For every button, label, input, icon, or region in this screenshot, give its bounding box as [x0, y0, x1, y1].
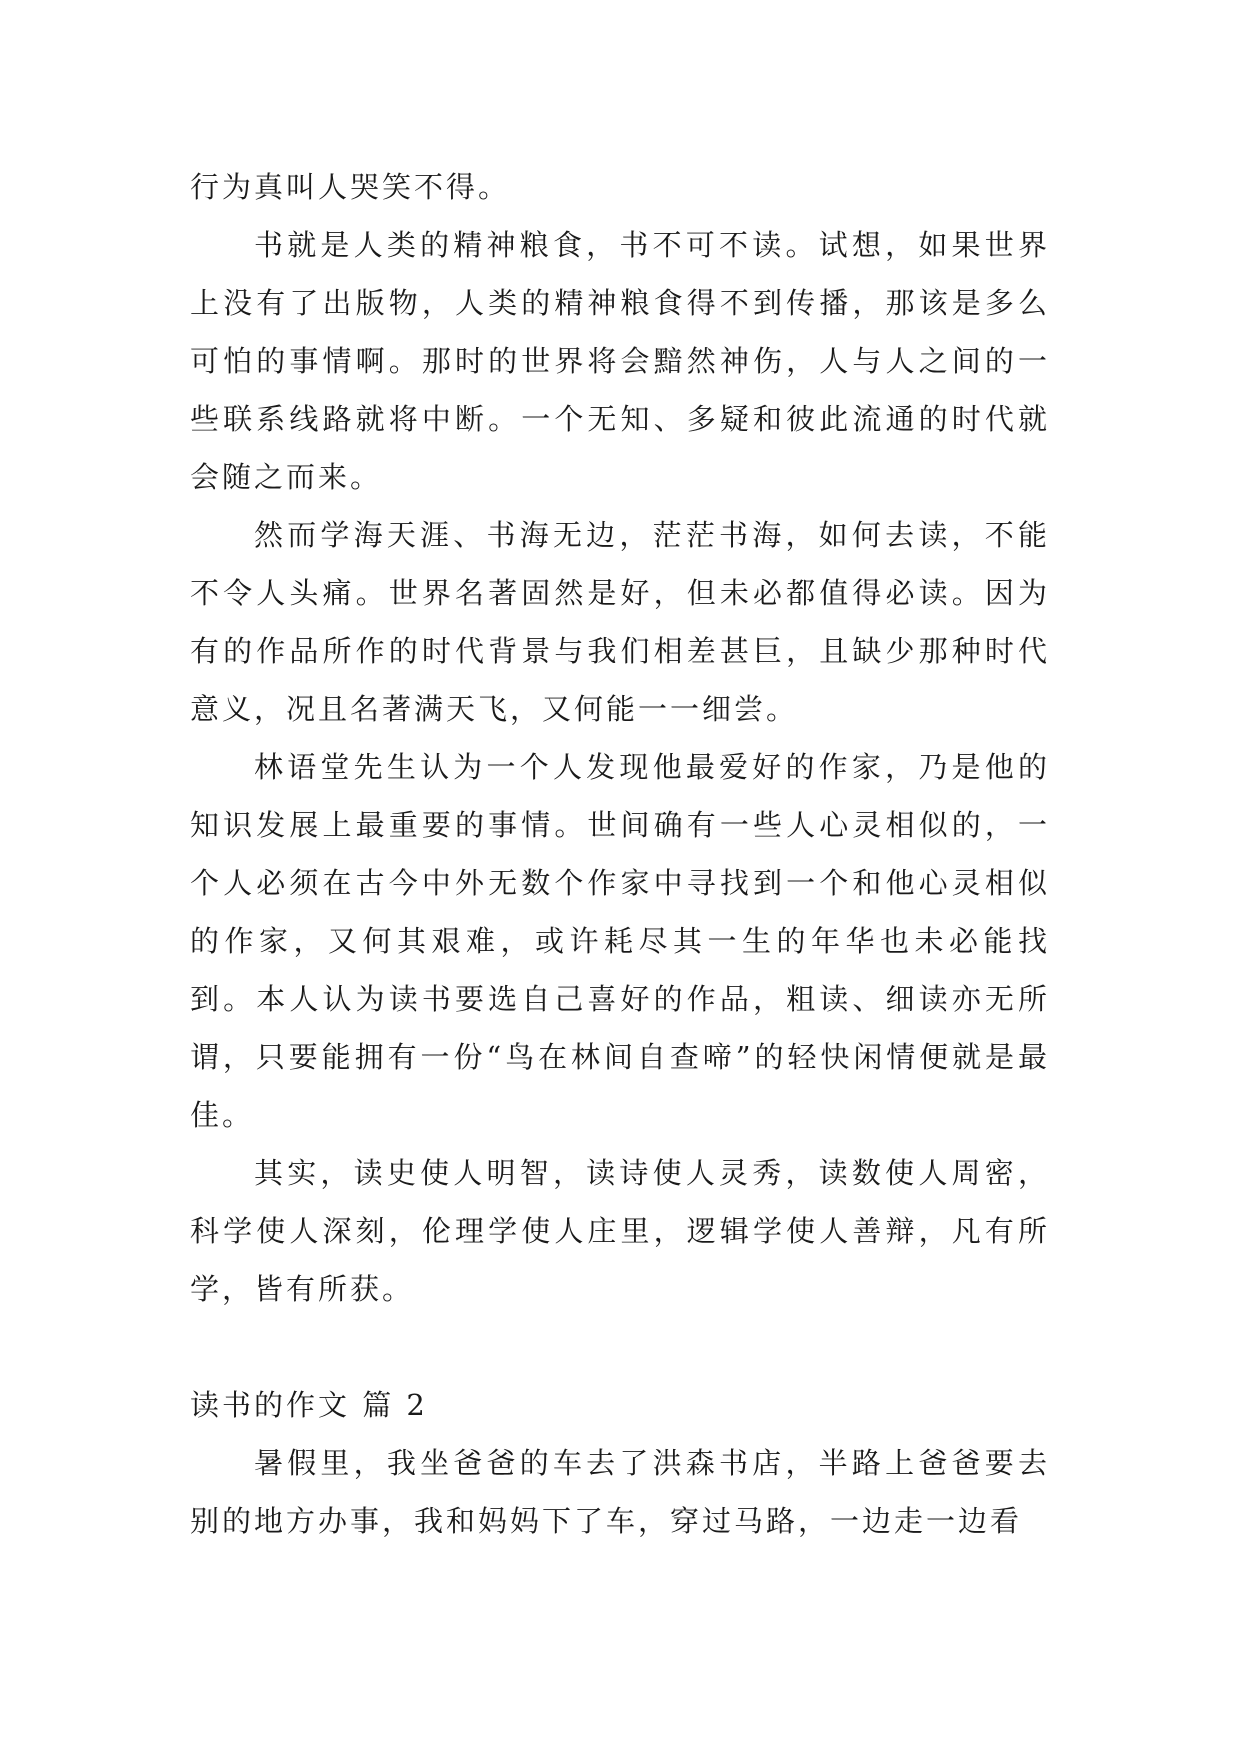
- section-title: 读书的作文 篇 2: [190, 1388, 428, 1422]
- paragraph-sea-of-books: 然而学海天涯、书海无边，茫茫书海，如何去读，不能不令人头痛。世界名著固然是好，但未必都值得必读。因为有的作品所作的时代背景与我们相差甚巨，且缺少那种时代意义，况且名著满天飞，又何能一一细尝。: [190, 518, 1050, 726]
- paragraph-summer-bookstore: 暑假里，我坐爸爸的车去了洪森书店，半路上爸爸要去别的地方办事，我和妈妈下了车，穿过马路，一边走一边看: [190, 1446, 1050, 1538]
- paragraph-lin-yutang: 林语堂先生认为一个人发现他最爱好的作家，乃是他的知识发展上最重要的事情。世间确有一些人心灵相似的，一个人必须在古今中外无数个作家中寻找到一个和他心灵相似的作家，又何其艰难，或许耗尽其一生的年华也未必能找到。本人认为读书要选自己喜好的作品，粗读、细读亦无所谓，只要能拥有一份“鸟在林间自查啼”的轻快闲情便就是最佳。: [190, 750, 1050, 1132]
- paragraph-reading-benefits: 其实，读史使人明智，读诗使人灵秀，读数使人周密，科学使人深刻，伦理学使人庄里，逻辑学使人善辩，凡有所学，皆有所获。: [190, 1156, 1050, 1306]
- document-body: [190, 158, 1050, 1550]
- paragraph-continuation: 行为真叫人哭笑不得。: [190, 170, 511, 204]
- paragraph-books-spiritual-food: 书就是人类的精神粮食，书不可不读。试想，如果世界上没有了出版物，人类的精神粮食得不到传播，那该是多么可怕的事情啊。那时的世界将会黯然神伤，人与人之间的一些联系线路就将中断。一个无知、多疑和彼此流通的时代就会随之而来。: [190, 228, 1050, 494]
